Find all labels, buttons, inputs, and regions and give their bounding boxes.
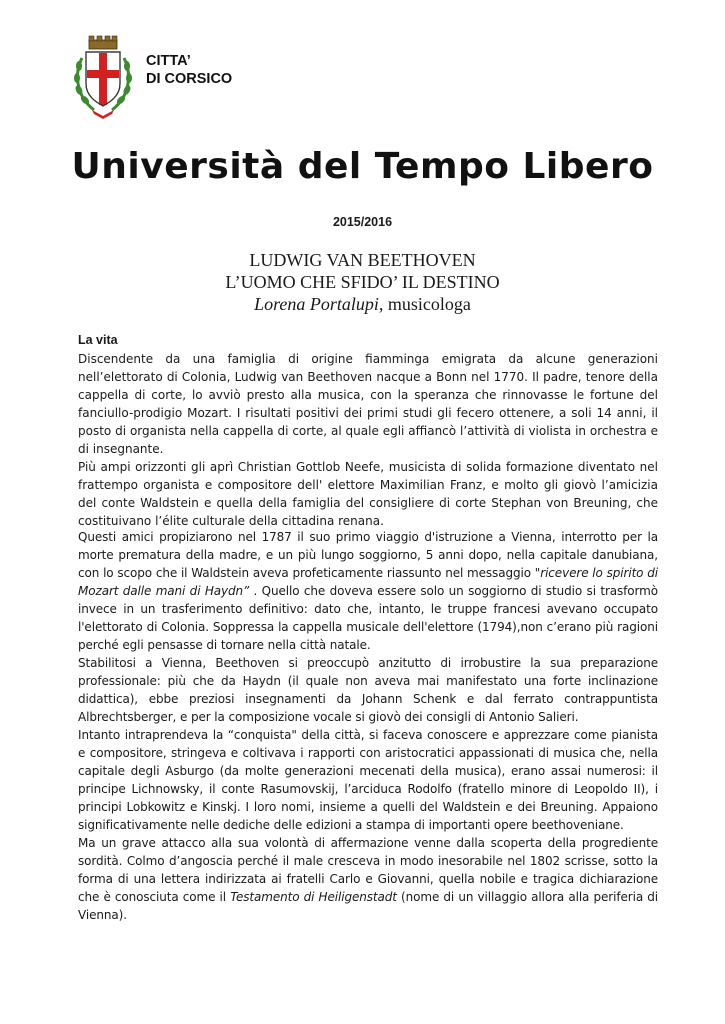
lecture-heading — [0, 249, 725, 315]
paragraph-text: (nome di un villaggio allora alla periferia di Vienna). — [78, 890, 658, 922]
body-section-1 — [78, 350, 658, 530]
paragraph-text: . Quello che doveva essere solo un soggiorno di studio si trasformò invece in un trasferimento definitivo: dato che, intanto, le truppe francesi avevano occupato l'elettorato di Colonia. Soppressa la cappella musicale dell'elettore (1794),non c’erano più ragioni perché egli pensasse di tornare nella città natale. — [78, 584, 658, 652]
paragraph: Discendente da una famiglia di origine fiamminga emigrata da alcune generazioni nell’elettorato di Colonia, Ludwig van Beethoven nacque a Bonn nel 1770. Il padre, tenore della cappella di corte, lo avviò presto alla musica, con la speranza che rinnovasse le fortune del fanciullo-prodigio Mozart. I risultati positivi dei primi studi gli fecero ottenere, a soli 14 anni, il posto di organista nella cappella di corte, al quale egli affiancò l’attività di violista in orchestra e di insegnante. — [78, 352, 658, 456]
document-reference: Testamento di Heiligenstadt — [230, 890, 397, 904]
body-section-2 — [78, 528, 658, 924]
paragraph: Più ampi orizzonti gli aprì Christian Gottlob Neefe, musicista di solida formazione diventato nel frattempo organista e compositore dell' elettore Maximilian Franz, e molto gli giovò l’amicizia del conte Waldstein e quella della famiglia del consigliere di corte Stephan von Breuning, che costituivano l’élite culturale della cittadina renana. — [78, 460, 658, 528]
author-role: , musicologa — [378, 294, 471, 314]
paragraph: Intanto intraprendeva la “conquista" della città, si faceva conoscere e apprezzare come pianista e compositore, stringeva e coltivava i rapporti con aristocratici appassionati di musica che, nella capitale degli Asburgo (da molte generazioni mecenati della musica), erano assai numerosi: il principe Lichnowsky, il conte Rasumovskij, l’arciduca Rodolfo (fratello minore di Leopoldo II), i principi Lobkowitz e Kinskj. I loro nomi, insieme a quelli del Waldstein e dei Breuning. Appaiono significativamente nelle dediche delle edizioni a stampa di importanti opere beethoveniane. — [78, 728, 658, 832]
section-title: La vita — [78, 333, 118, 347]
lecture-title-line1: LUDWIG VAN BEETHOVEN — [249, 250, 476, 270]
city-name-line2: DI CORSICO — [146, 71, 233, 87]
paragraph: Stabilitosi a Vienna, Beethoven si preoccupò anzitutto di irrobustire la sua preparazione professionale: più che da Haydn (il quale non aveva mai manifestato una forte inclinazione didattica), ebbe preziosi insegnamenti da Johann Schenk e dal ferrato contrappuntista Albrechtsberger, e per la composizione vocale si giovò dei consigli di Antonio Salieri. — [78, 656, 658, 724]
document-title: Università del Tempo Libero — [71, 146, 654, 187]
lecture-author — [0, 293, 725, 315]
quoted-message: ricevere lo spirito di Mozart dalle mani di Haydn” — [78, 566, 658, 598]
author-name: Lorena Portalupi — [254, 294, 379, 314]
city-name-line1: CITTA’ — [146, 53, 191, 69]
paragraph — [78, 528, 658, 654]
academic-year: 2015/2016 — [332, 215, 393, 229]
paragraph-text: Ma un grave attacco alla sua volontà di affermazione venne dalla scoperta della progrediente sordità. Colmo d’angoscia perché il male cresceva in modo inesorabile nel 1802 scrisse, sotto la forma di una lettera indirizzata ai fratelli Carlo e Giovanni, quella nobile e tragica dichiarazione che è conosciuta come il — [78, 836, 658, 904]
paragraph-text: Questi amici propiziarono nel 1787 il suo primo viaggio d'istruzione a Vienna, interrotto per la morte prematura della madre, e un più lungo soggiorno, 5 anni dopo, nella capitale danubiana, con lo scopo che il Waldstein aveva profeticamente riassunto nel messaggio " — [78, 530, 658, 580]
paragraph — [78, 834, 658, 924]
city-name — [146, 52, 232, 88]
city-coat-of-arms-icon — [72, 34, 134, 120]
lecture-title-line2: L’UOMO CHE SFIDO’ IL DESTINO — [225, 272, 500, 292]
